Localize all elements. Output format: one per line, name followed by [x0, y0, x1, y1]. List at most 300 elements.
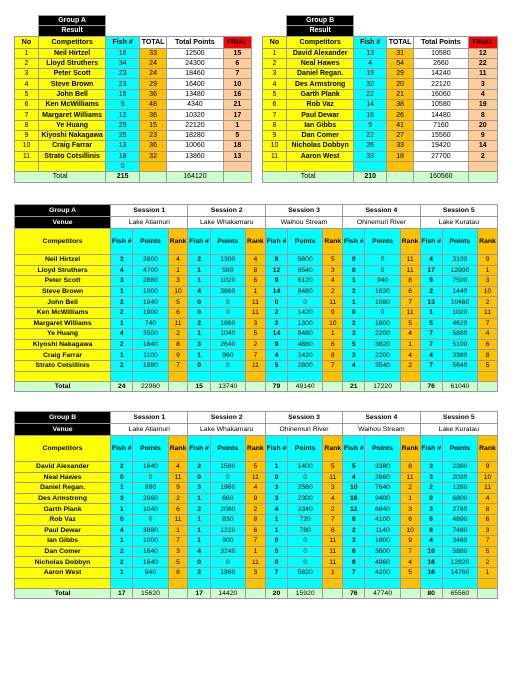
rank-value: 8: [477, 504, 497, 515]
fish-count: 16: [354, 110, 387, 120]
points-value: 5880: [442, 329, 477, 340]
fish-count: 0: [188, 472, 210, 483]
rank-value: 11: [168, 472, 188, 483]
fish-count: 7: [420, 329, 442, 340]
fish-count: 4: [420, 536, 442, 547]
rank-value: 1: [477, 265, 497, 276]
points-value: 2420: [288, 350, 323, 361]
points-value: 0: [133, 472, 168, 483]
points-value: 780: [288, 525, 323, 536]
rank-value: 2: [323, 286, 343, 297]
competitor-row: [15, 339, 498, 350]
session-total-fish: 20: [265, 588, 287, 599]
competitor-row: [15, 286, 498, 297]
fish-count: 18: [106, 151, 140, 161]
session-total-rank: [323, 381, 343, 392]
group-a-result-title: Group A: [38, 16, 105, 26]
rank-value: 1: [477, 567, 497, 578]
session-header-row: [15, 412, 498, 424]
group-b-result-title: Group B: [286, 16, 353, 26]
fish-count: 2: [111, 360, 133, 371]
fish-count: 9: [354, 120, 387, 130]
spacer-cell: [15, 371, 111, 381]
total-points: 22120: [414, 79, 468, 89]
fish-count: 1: [188, 265, 210, 276]
fish-count: [354, 161, 387, 171]
fish-count: 4: [343, 472, 365, 483]
rank-value: 1: [168, 525, 188, 536]
rank-value: 5: [168, 557, 188, 568]
spacer-cell: [265, 371, 287, 381]
fish-count: 0: [343, 307, 365, 318]
result-row: [15, 151, 252, 161]
fish-count: 12: [265, 265, 287, 276]
rank-value: 4: [168, 462, 188, 473]
competitor-name: Lloyd Struthers: [38, 58, 105, 68]
total-points: 18280: [167, 130, 224, 140]
fish-count: 3: [420, 504, 442, 515]
total-label: Total: [15, 172, 106, 183]
points-value: 1000: [133, 536, 168, 547]
fish-count: 3: [420, 472, 442, 483]
session-total-points: 13740: [210, 381, 245, 392]
points-value: 0: [133, 514, 168, 525]
fish-count: 22: [354, 89, 387, 99]
spacer-cell: [288, 371, 323, 381]
rank-value: 4: [323, 493, 343, 504]
points-header: Points: [288, 436, 323, 462]
competitor-name: Aaron West: [15, 567, 111, 578]
rank-value: 11: [400, 255, 420, 266]
rank-value: 11: [477, 307, 497, 318]
session-total-rank: [168, 381, 188, 392]
total-rank-sum: 36: [139, 141, 166, 151]
points-value: 1420: [288, 307, 323, 318]
points-value: 5640: [442, 360, 477, 371]
fish-count: 13: [106, 141, 140, 151]
venue-name: Ohinemuri River: [265, 424, 342, 436]
rank-value: 3: [245, 318, 265, 329]
points-value: 1640: [133, 546, 168, 557]
final-rank: 7: [223, 69, 251, 79]
fish-count: 4: [354, 58, 387, 68]
spacer-cell: [420, 371, 442, 381]
fish-count: 1: [188, 276, 210, 287]
points-value: 2560: [288, 483, 323, 494]
rank-value: 6: [400, 514, 420, 525]
points-value: 6800: [442, 493, 477, 504]
venue-name: Ohinemuri River: [343, 217, 420, 229]
rank-value: 3: [245, 567, 265, 578]
fish-count: 1: [111, 504, 133, 515]
rank-value: 6: [477, 339, 497, 350]
total-rank-sum: 29: [139, 79, 166, 89]
points-value: 2800: [133, 255, 168, 266]
rank-value: 5: [400, 318, 420, 329]
competitor-name: [38, 161, 105, 171]
session-total-points: 14420: [210, 588, 245, 599]
fish-count: 1: [265, 514, 287, 525]
result-row: [263, 58, 498, 68]
session-total-fish: 80: [420, 588, 442, 599]
row-number: 1: [263, 48, 287, 58]
points-value: 720: [288, 514, 323, 525]
row-number: 6: [263, 100, 287, 110]
fish-count: 7: [420, 339, 442, 350]
session-total-points: 47740: [365, 588, 400, 599]
fish-count: 0: [343, 265, 365, 276]
rank-value: 4: [400, 350, 420, 361]
fish-count: 4: [188, 286, 210, 297]
competitor-name: Neil Hirtzel: [38, 48, 105, 58]
fish-count: 5: [343, 462, 365, 473]
rank-value: 11: [245, 557, 265, 568]
row-number: 5: [15, 89, 39, 99]
total-points: 10580: [414, 100, 468, 110]
competitor-name: Nicholas Dobbyn: [286, 141, 353, 151]
rank-value: 7: [477, 318, 497, 329]
fish-header: Fish #: [343, 436, 365, 462]
total-rank-sum: 54: [387, 58, 414, 68]
spacer-cell: [343, 371, 365, 381]
competitors-header: Competitors: [15, 436, 111, 462]
session-name: Session 4: [343, 412, 420, 424]
points-value: 830: [210, 514, 245, 525]
venue-name: Lake Kuratau: [420, 217, 497, 229]
total-rank-sum: 38: [387, 100, 414, 110]
group-a-result-subtitle: Result: [38, 26, 105, 36]
rank-value: 3: [477, 276, 497, 287]
result-row: [263, 100, 498, 110]
competitors-header: Competitors: [15, 229, 111, 255]
venue-name: Lake Atiamuri: [111, 424, 188, 436]
competitor-name: Paul Dewar: [286, 110, 353, 120]
competitor-name: Nicholas Dobbyn: [15, 557, 111, 568]
points-value: 1800: [365, 318, 400, 329]
fish-count: 29: [106, 120, 140, 130]
fish-count: 33: [354, 151, 387, 161]
rank-value: 7: [168, 536, 188, 547]
total-points: 4340: [167, 100, 224, 110]
result-row: [15, 58, 252, 68]
points-value: 2200: [365, 350, 400, 361]
competitor-name: Paul Dewar: [15, 525, 111, 536]
rank-value: 7: [400, 297, 420, 308]
points-value: 0: [288, 297, 323, 308]
total-points: 16400: [167, 79, 224, 89]
rank-value: 4: [400, 329, 420, 340]
session-name: Session 2: [188, 205, 265, 217]
final-rank: 11: [468, 69, 497, 79]
points-value: 1440: [442, 286, 477, 297]
spacer-cell: [188, 371, 210, 381]
total-rank-sum: 21: [387, 89, 414, 99]
fish-count: 3: [420, 462, 442, 473]
rank-value: 3: [323, 483, 343, 494]
fish-count: 13: [354, 48, 387, 58]
points-value: 2030: [442, 472, 477, 483]
fish-count: 23: [106, 79, 140, 89]
col-competitors: Competitors: [286, 36, 353, 48]
competitor-name: Kiyoshi Nakagawa: [38, 130, 105, 140]
points-value: 1580: [210, 462, 245, 473]
result-row: [263, 120, 498, 130]
rank-value: 11: [168, 514, 188, 525]
final-rank: 5: [223, 130, 251, 140]
rank-value: 7: [400, 546, 420, 557]
session-total-rank: [323, 588, 343, 599]
competitor-row: [15, 567, 498, 578]
col-competitors: Competitors: [38, 36, 105, 48]
fish-count: 3: [111, 276, 133, 287]
fish-count: 8: [265, 255, 287, 266]
fish-count: 14: [265, 329, 287, 340]
fish-count: 3: [265, 493, 287, 504]
rank-value: 5: [245, 329, 265, 340]
competitor-row: [15, 462, 498, 473]
fish-count: 9: [265, 339, 287, 350]
points-value: 1800: [365, 536, 400, 547]
row-number: 1: [15, 48, 39, 58]
fish-count: 0: [111, 514, 133, 525]
fish-count: 12: [343, 504, 365, 515]
fish-count: 5: [343, 339, 365, 350]
group-title: Group A: [15, 205, 111, 217]
row-number: 2: [15, 58, 39, 68]
venue-row: [15, 424, 498, 436]
points-value: 2640: [210, 339, 245, 350]
competitor-name: Des Armstrong: [286, 79, 353, 89]
final-rank: 15: [223, 48, 251, 58]
fish-count: 5: [106, 100, 140, 110]
session-total-fish: 24: [111, 381, 133, 392]
final-rank: 8: [468, 110, 497, 120]
points-header: Points: [442, 436, 477, 462]
rank-value: 2: [400, 483, 420, 494]
points-header: Points: [442, 229, 477, 255]
rank-header: Rank: [323, 436, 343, 462]
points-value: 1900: [133, 307, 168, 318]
rank-header: Rank: [477, 436, 497, 462]
rank-value: 11: [400, 307, 420, 318]
session-name: Session 1: [111, 412, 188, 424]
points-value: 1980: [210, 567, 245, 578]
total-rank-sum: [387, 161, 414, 171]
final-rank: [223, 161, 251, 171]
session-total-points: 49140: [288, 381, 323, 392]
row-number: 8: [15, 120, 39, 130]
session-total-rank: [245, 381, 265, 392]
fish-header: Fish #: [265, 229, 287, 255]
points-value: 4960: [365, 557, 400, 568]
rank-value: 1: [245, 546, 265, 557]
rank-value: 1: [323, 329, 343, 340]
total-points: 10580: [414, 48, 468, 58]
rank-value: 2: [168, 493, 188, 504]
total-label: Total: [15, 588, 111, 599]
group-b-sessions-table: [14, 411, 498, 599]
rank-value: 11: [323, 297, 343, 308]
rank-value: 6: [168, 504, 188, 515]
total-points: 10060: [167, 141, 224, 151]
competitor-name: Aaron West: [286, 151, 353, 161]
total-rank-sum: 48: [139, 100, 166, 110]
points-value: 7500: [442, 276, 477, 287]
result-row: [15, 89, 252, 99]
fish-count: 14: [265, 286, 287, 297]
totals-row: [15, 381, 498, 392]
fish-count: 17: [420, 265, 442, 276]
points-value: 1840: [133, 339, 168, 350]
fish-count: 1: [265, 525, 287, 536]
points-value: 2300: [288, 493, 323, 504]
rank-value: 9: [323, 307, 343, 318]
points-value: 1620: [365, 286, 400, 297]
fish-count: 4: [111, 265, 133, 276]
result-row: [263, 89, 498, 99]
competitor-name: Dan Comer: [15, 546, 111, 557]
fish-count: 7: [420, 360, 442, 371]
fish-count: 6: [343, 546, 365, 557]
total-rank-sum: 18: [387, 151, 414, 161]
rank-value: 2: [323, 504, 343, 515]
fish-header: Fish #: [111, 229, 133, 255]
fish-count: 1: [188, 514, 210, 525]
final-rank: 1: [223, 120, 251, 130]
session-name: Session 1: [111, 205, 188, 217]
competitor-row: [15, 483, 498, 494]
points-value: 3600: [365, 546, 400, 557]
rank-value: 1: [400, 493, 420, 504]
points-value: 7480: [442, 525, 477, 536]
fish-count: 3: [343, 329, 365, 340]
total-fish: 215: [106, 172, 140, 183]
fish-count: 1: [343, 297, 365, 308]
fish-count: 1: [111, 567, 133, 578]
competitor-row: [15, 360, 498, 371]
row-number: 9: [15, 130, 39, 140]
total-rank-sum: 36: [139, 89, 166, 99]
points-value: 0: [288, 472, 323, 483]
total-rank-sum: 33: [139, 48, 166, 58]
points-value: 1640: [133, 557, 168, 568]
col-no: No: [15, 36, 39, 48]
fish-count: 1: [420, 307, 442, 318]
total-points: 22120: [167, 120, 224, 130]
competitor-row: [15, 265, 498, 276]
final-rank: 14: [468, 141, 497, 151]
fish-count: 2: [420, 483, 442, 494]
rank-value: 5: [323, 255, 343, 266]
fish-count: 2: [188, 567, 210, 578]
points-value: 2200: [365, 329, 400, 340]
fish-count: 2: [188, 504, 210, 515]
competitor-row: [15, 493, 498, 504]
fish-count: 1: [111, 286, 133, 297]
rank-value: 9: [400, 536, 420, 547]
competitor-name: Dan Comer: [286, 130, 353, 140]
points-value: 0: [210, 297, 245, 308]
result-row: [263, 110, 498, 120]
rank-value: 11: [323, 557, 343, 568]
points-value: 2960: [133, 493, 168, 504]
points-value: 1140: [365, 525, 400, 536]
fish-count: 2: [111, 546, 133, 557]
rank-value: 6: [323, 339, 343, 350]
fish-count: 9: [420, 493, 442, 504]
points-value: 4880: [288, 339, 323, 350]
spacer-cell: [111, 578, 133, 588]
fish-count: 3: [343, 350, 365, 361]
competitor-name: Neal Hawes: [15, 472, 111, 483]
points-value: 5600: [288, 255, 323, 266]
rank-value: 1: [245, 286, 265, 297]
total-label: Total: [263, 172, 354, 183]
rank-value: 4: [168, 255, 188, 266]
fish-count: 3: [343, 536, 365, 547]
fish-count: 0: [265, 536, 287, 547]
points-value: 3380: [442, 350, 477, 361]
competitor-name: Rob Vaz: [15, 514, 111, 525]
fish-count: 4: [111, 329, 133, 340]
row-number: 4: [15, 79, 39, 89]
rank-header: Rank: [245, 229, 265, 255]
fish-count: 2: [188, 318, 210, 329]
total-fish: 210: [354, 172, 387, 183]
competitor-row: [15, 276, 498, 287]
total-rank-sum: 27: [387, 130, 414, 140]
rank-value: 8: [168, 339, 188, 350]
fish-count: 34: [106, 58, 140, 68]
competitor-name: Strato Cotsillinis: [38, 151, 105, 161]
row-number: 10: [263, 141, 287, 151]
rank-value: 2: [168, 329, 188, 340]
fish-count: 3: [188, 339, 210, 350]
rank-value: 11: [400, 265, 420, 276]
fish-header: Fish #: [343, 229, 365, 255]
session-total-fish: 15: [188, 381, 210, 392]
total-rank-sum: 36: [139, 110, 166, 120]
spacer-row: [15, 371, 498, 381]
rank-value: 4: [323, 276, 343, 287]
points-value: 4620: [442, 318, 477, 329]
final-rank: 16: [223, 89, 251, 99]
fish-count: 1: [265, 462, 287, 473]
points-value: 5820: [288, 567, 323, 578]
fish-count: 10: [343, 483, 365, 494]
competitor-name: Ken McWilliams: [15, 307, 111, 318]
spacer-cell: [400, 578, 420, 588]
rank-value: 9: [477, 255, 497, 266]
group-a-result-table: [14, 15, 252, 183]
fish-count: 2: [265, 318, 287, 329]
points-value: 1300: [288, 318, 323, 329]
points-value: 3340: [288, 504, 323, 515]
points-value: 3100: [442, 255, 477, 266]
points-value: 7640: [365, 483, 400, 494]
fish-header: Fish #: [111, 436, 133, 462]
fish-count: 3: [265, 483, 287, 494]
final-rank: 12: [468, 48, 497, 58]
spacer-cell: [245, 371, 265, 381]
rank-value: 6: [477, 514, 497, 525]
points-value: 940: [365, 276, 400, 287]
total-points: [414, 161, 468, 171]
fish-count: 25: [106, 130, 140, 140]
fish-count: 2: [265, 307, 287, 318]
points-value: 3500: [133, 329, 168, 340]
row-number: 11: [263, 151, 287, 161]
